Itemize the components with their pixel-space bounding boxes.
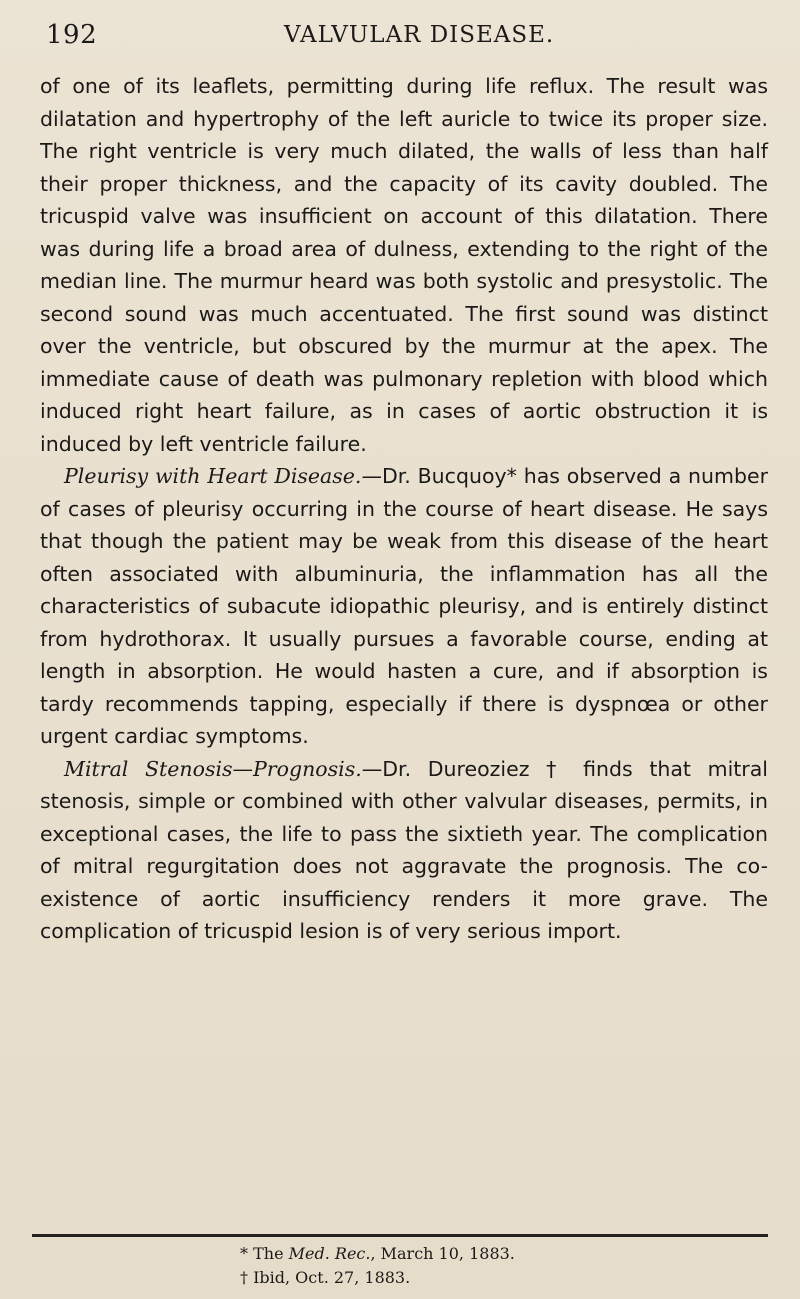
footnote-2: † Ibid, Oct. 27, 1883. [240, 1268, 411, 1287]
footnote-1-date: , March 10, 1883. [370, 1244, 515, 1263]
paragraph-mitral-stenosis [40, 753, 768, 948]
footnote-1 [240, 1242, 740, 1266]
running-head: VALVULAR DISEASE. [284, 22, 555, 48]
footnote-1-mark: * The [240, 1244, 289, 1263]
footnotes [240, 1242, 740, 1290]
section-text-pleurisy: —Dr. Bucquoy* has observed a number of cases of pleurisy occurring in the course of heart disease. He says that though the patient may be weak from this disease of the heart often associated with albuminuria, the inflammation has all the characteristics of subacute idiopathic pleurisy, and is entirely distinct from hydrothorax. It usually pursues a favorable course, ending at length in absorption. He would hasten a cure, and if absorption is tardy recommends tapping, especially if there is dyspnœa or other urgent cardiac symptoms. [40, 464, 768, 748]
section-title-mitral-stenosis: Mitral Stenosis—Prognosis. [64, 756, 362, 781]
section-title-pleurisy: Pleurisy with Heart Disease. [64, 464, 362, 488]
paragraph-continuation: of one of its leaflets, permitting during life reflux. The result was dilatation and hypertrophy of the left auricle to twice its proper size. The right ventricle is very much dilated, the walls of less than half their proper thickness, and the capacity of its cavity doubled. The tricuspid valve was insufficient on account of this dilatation. There was during life a broad area of dulness, extending to the right of the median line. The murmur heard was both systolic and presystolic. The second sound was much accentuated. The first sound was distinct over the ventricle, but obscured by the murmur at the apex. The immediate cause of death was pulmonary repletion with blood which induced right heart failure, as in cases of aortic obstruction it is induced by left ventricle failure. [40, 74, 768, 456]
body-text [40, 70, 768, 948]
footnote-1-source: Med. Rec. [288, 1244, 371, 1263]
page-header [36, 20, 764, 56]
section-text-mitral-stenosis: —Dr. Dureoziez † finds that mitral stenosis, simple or combined with other valvular diseases, permits, in exceptional cases, the life to pass the sixtieth year. The complication of mitral regurgitation does not aggravate the prognosis. The co-existence of aortic insufficiency renders it more grave. The complication of tricuspid lesion is of very serious import. [40, 756, 768, 943]
page-number: 192 [46, 20, 98, 50]
paragraph-pleurisy [40, 460, 768, 753]
footnote-rule [32, 1234, 768, 1237]
